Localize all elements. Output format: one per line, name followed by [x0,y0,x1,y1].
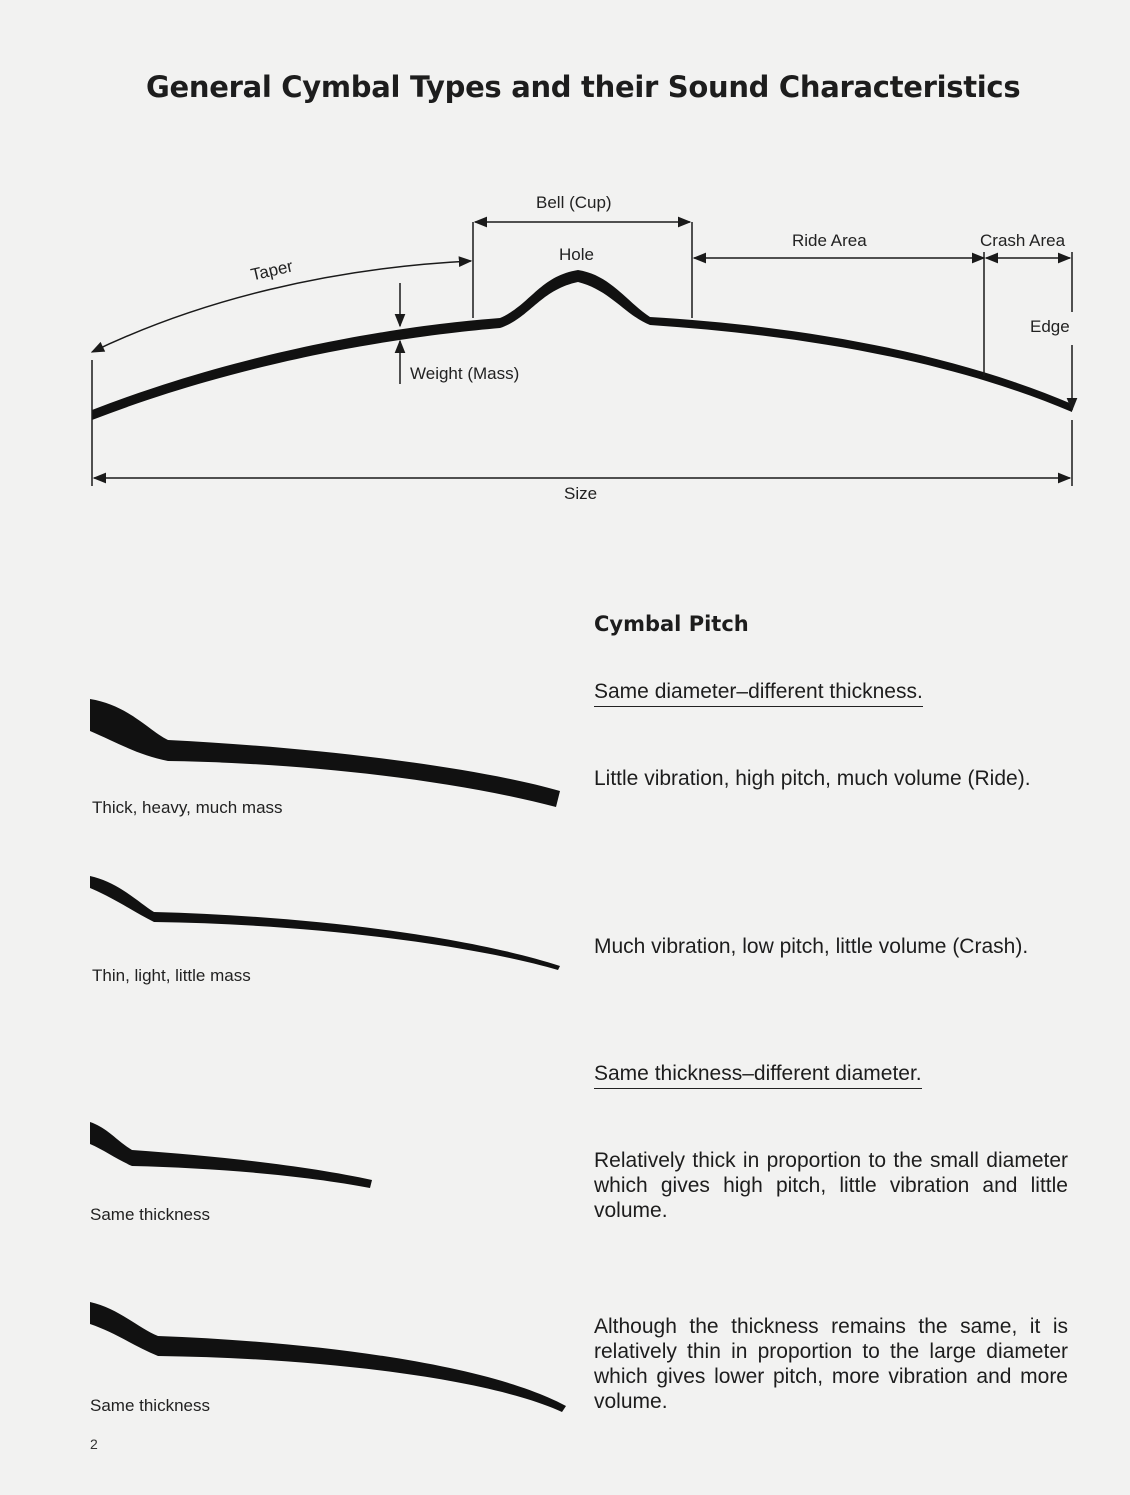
thin-cymbal-profile [88,872,568,972]
taper-label: Taper [249,256,295,285]
weight-label: Weight (Mass) [410,364,520,383]
subhead-same-thickness: Same thickness–different diameter. [594,1062,922,1089]
profile-caption: Thin, light, little mass [92,966,251,985]
ride-description: Little vibration, high pitch, much volume (Ride). [594,767,1031,790]
page-number: 2 [90,1436,98,1452]
bell-label: Bell (Cup) [536,193,612,212]
cymbal-anatomy-diagram [0,180,1130,510]
crash-description: Much vibration, low pitch, little volume (Crash). [594,935,1029,958]
large-diameter-description: Although the thickness remains the same, it is relatively thin in proportion to the large diameter which gives lower pitch, more vibration and more volume. [594,1315,1068,1413]
size-label: Size [564,484,598,503]
page-title: General Cymbal Types and their Sound Characteristics [146,70,1021,104]
profile-caption: Thick, heavy, much mass [92,798,283,817]
small-cymbal-profile [88,1120,378,1190]
cymbal-body-shape [92,270,1072,420]
profile-caption: Same thickness [90,1396,210,1415]
ride-area-label: Ride Area [792,231,867,250]
edge-label: Edge [1030,317,1070,336]
thick-cymbal-profile [88,695,568,815]
hole-label: Hole [559,245,594,264]
crash-area-label: Crash Area [980,231,1066,250]
cymbal-pitch-heading: Cymbal Pitch [594,612,749,636]
subhead-same-diameter: Same diameter–different thickness. [594,680,923,707]
profile-caption: Same thickness [90,1205,210,1224]
small-diameter-description: Relatively thick in proportion to the small diameter which gives high pitch, little vibration and little volume. [594,1149,1068,1222]
